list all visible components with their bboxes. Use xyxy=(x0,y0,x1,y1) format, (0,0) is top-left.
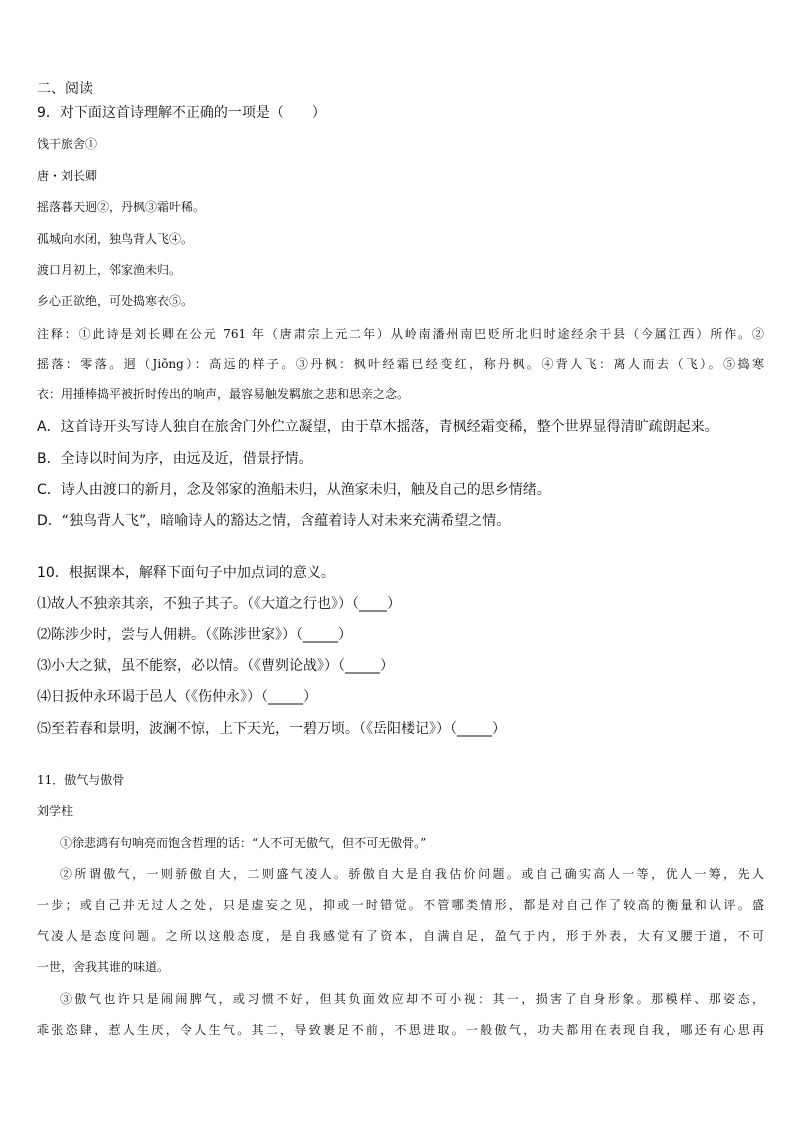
poem-line: 渡口月初上，邻家渔未归。 xyxy=(37,263,182,277)
q11-paragraph-3-line: 乖张恣肆，惹人生厌，令人生气。其二，导致裹足不前，不思进取。一般傲气，功夫都用在表现自我，哪还有心思再 xyxy=(37,1023,764,1037)
poem-line: 乡心正欲绝，可处捣寒衣⑤。 xyxy=(37,294,194,308)
q9-option-d: D．“独鸟背人飞”，暗喻诗人的豁达之情，含蕴着诗人对未来充满希望之情。 xyxy=(37,513,511,529)
q11-title: 11．傲气与傲骨 xyxy=(37,773,125,787)
poem-author: 唐・刘长卿 xyxy=(37,169,98,183)
q11-paragraph-2-line: 气凌人是态度问题。之所以这般态度，是自我感觉有了资本，自满自足，盈气于内，形于外表，大有叉腰于道，不可 xyxy=(37,929,764,943)
q9-option-a: A．这首诗开头写诗人独自在旅舍门外伫立凝望，由于草木摇落，青枫经霜变稀，整个世界显得清旷疏朗起来。 xyxy=(37,419,719,435)
poem-note: 摇落：零落。迥（Jiǒng）：高远的样子。③丹枫：枫叶经霜已经变红，称丹枫。④背人飞：离人而去（飞）。⑤捣寒 xyxy=(37,357,764,371)
q11-author: 刘学柱 xyxy=(37,804,74,818)
poem-line: 摇落暮天迥②，丹枫③霜叶稀。 xyxy=(37,200,206,214)
q11-paragraph-2-line: ②所谓傲气，一则骄傲自大，二则盛气凌人。骄傲自大是自我估价问题。或自己确实高人一等，优人一筹，先人 xyxy=(60,867,764,881)
q11-paragraph-3-line: ③傲气也许只是闹闹脾气，或习惯不好，但其负面效应却不可小视：其一，损害了自身形象。那模样、那姿态， xyxy=(60,992,764,1006)
q10-stem: 10．根据课本，解释下面句子中加点词的意义。 xyxy=(37,565,335,581)
poem-line: 孤城向水闭，独鸟背人飞④。 xyxy=(37,232,194,246)
q9-stem: 9．对下面这首诗理解不正确的一项是（ ） xyxy=(37,105,326,121)
q10-item: ⑴故人不独亲其亲，不独子其子。（《大道之行也》）（____） xyxy=(37,596,401,612)
q9-option-b: B．全诗以时间为序，由远及近，借景抒情。 xyxy=(37,451,313,467)
q10-item: ⑵陈涉少时，尝与人佣耕。（《陈涉世家》）（_____） xyxy=(37,627,352,643)
q10-item: ⑶小大之狱，虽不能察，必以情。（《曹刿论战》）（_____） xyxy=(37,658,394,674)
poem-note: 衣：用捶棒捣平被折时传出的响声，最容易触发羁旅之悲和思亲之念。 xyxy=(37,387,410,401)
q11-paragraph-1: ①徐悲鸿有句响亮而饱含哲理的话：“人不可无傲气，但不可无傲骨。” xyxy=(60,836,427,850)
q10-item: ⑷日扳仲永环谒于邑人（《伤仲永》）（_____） xyxy=(37,689,317,705)
q11-paragraph-2-line: 一步；或自己并无过人之处，只是虚妄之见，抑或一时错觉。不管哪类情形，都是对自己作了较高的衡量和认评。盛 xyxy=(37,898,764,912)
q11-paragraph-2-line: 一世，舍我其谁的味道。 xyxy=(37,960,170,974)
section-heading: 二、阅读 xyxy=(37,81,93,97)
q10-item: ⑸至若春和景明，波澜不惊，上下天光，一碧万顷。（《岳阳楼记》）（_____） xyxy=(37,721,506,737)
poem-note: 注释：①此诗是刘长卿在公元 761 年（唐肃宗上元二年）从岭南潘州南巴贬所北归时途经余干县（今属江西）所作。② xyxy=(37,327,764,341)
poem-title: 饯干旅舍① xyxy=(37,137,98,151)
q9-option-c: C．诗人由渡口的新月，念及邻家的渔船未归，从渔家未归，触及自己的思乡情绪。 xyxy=(37,482,551,498)
